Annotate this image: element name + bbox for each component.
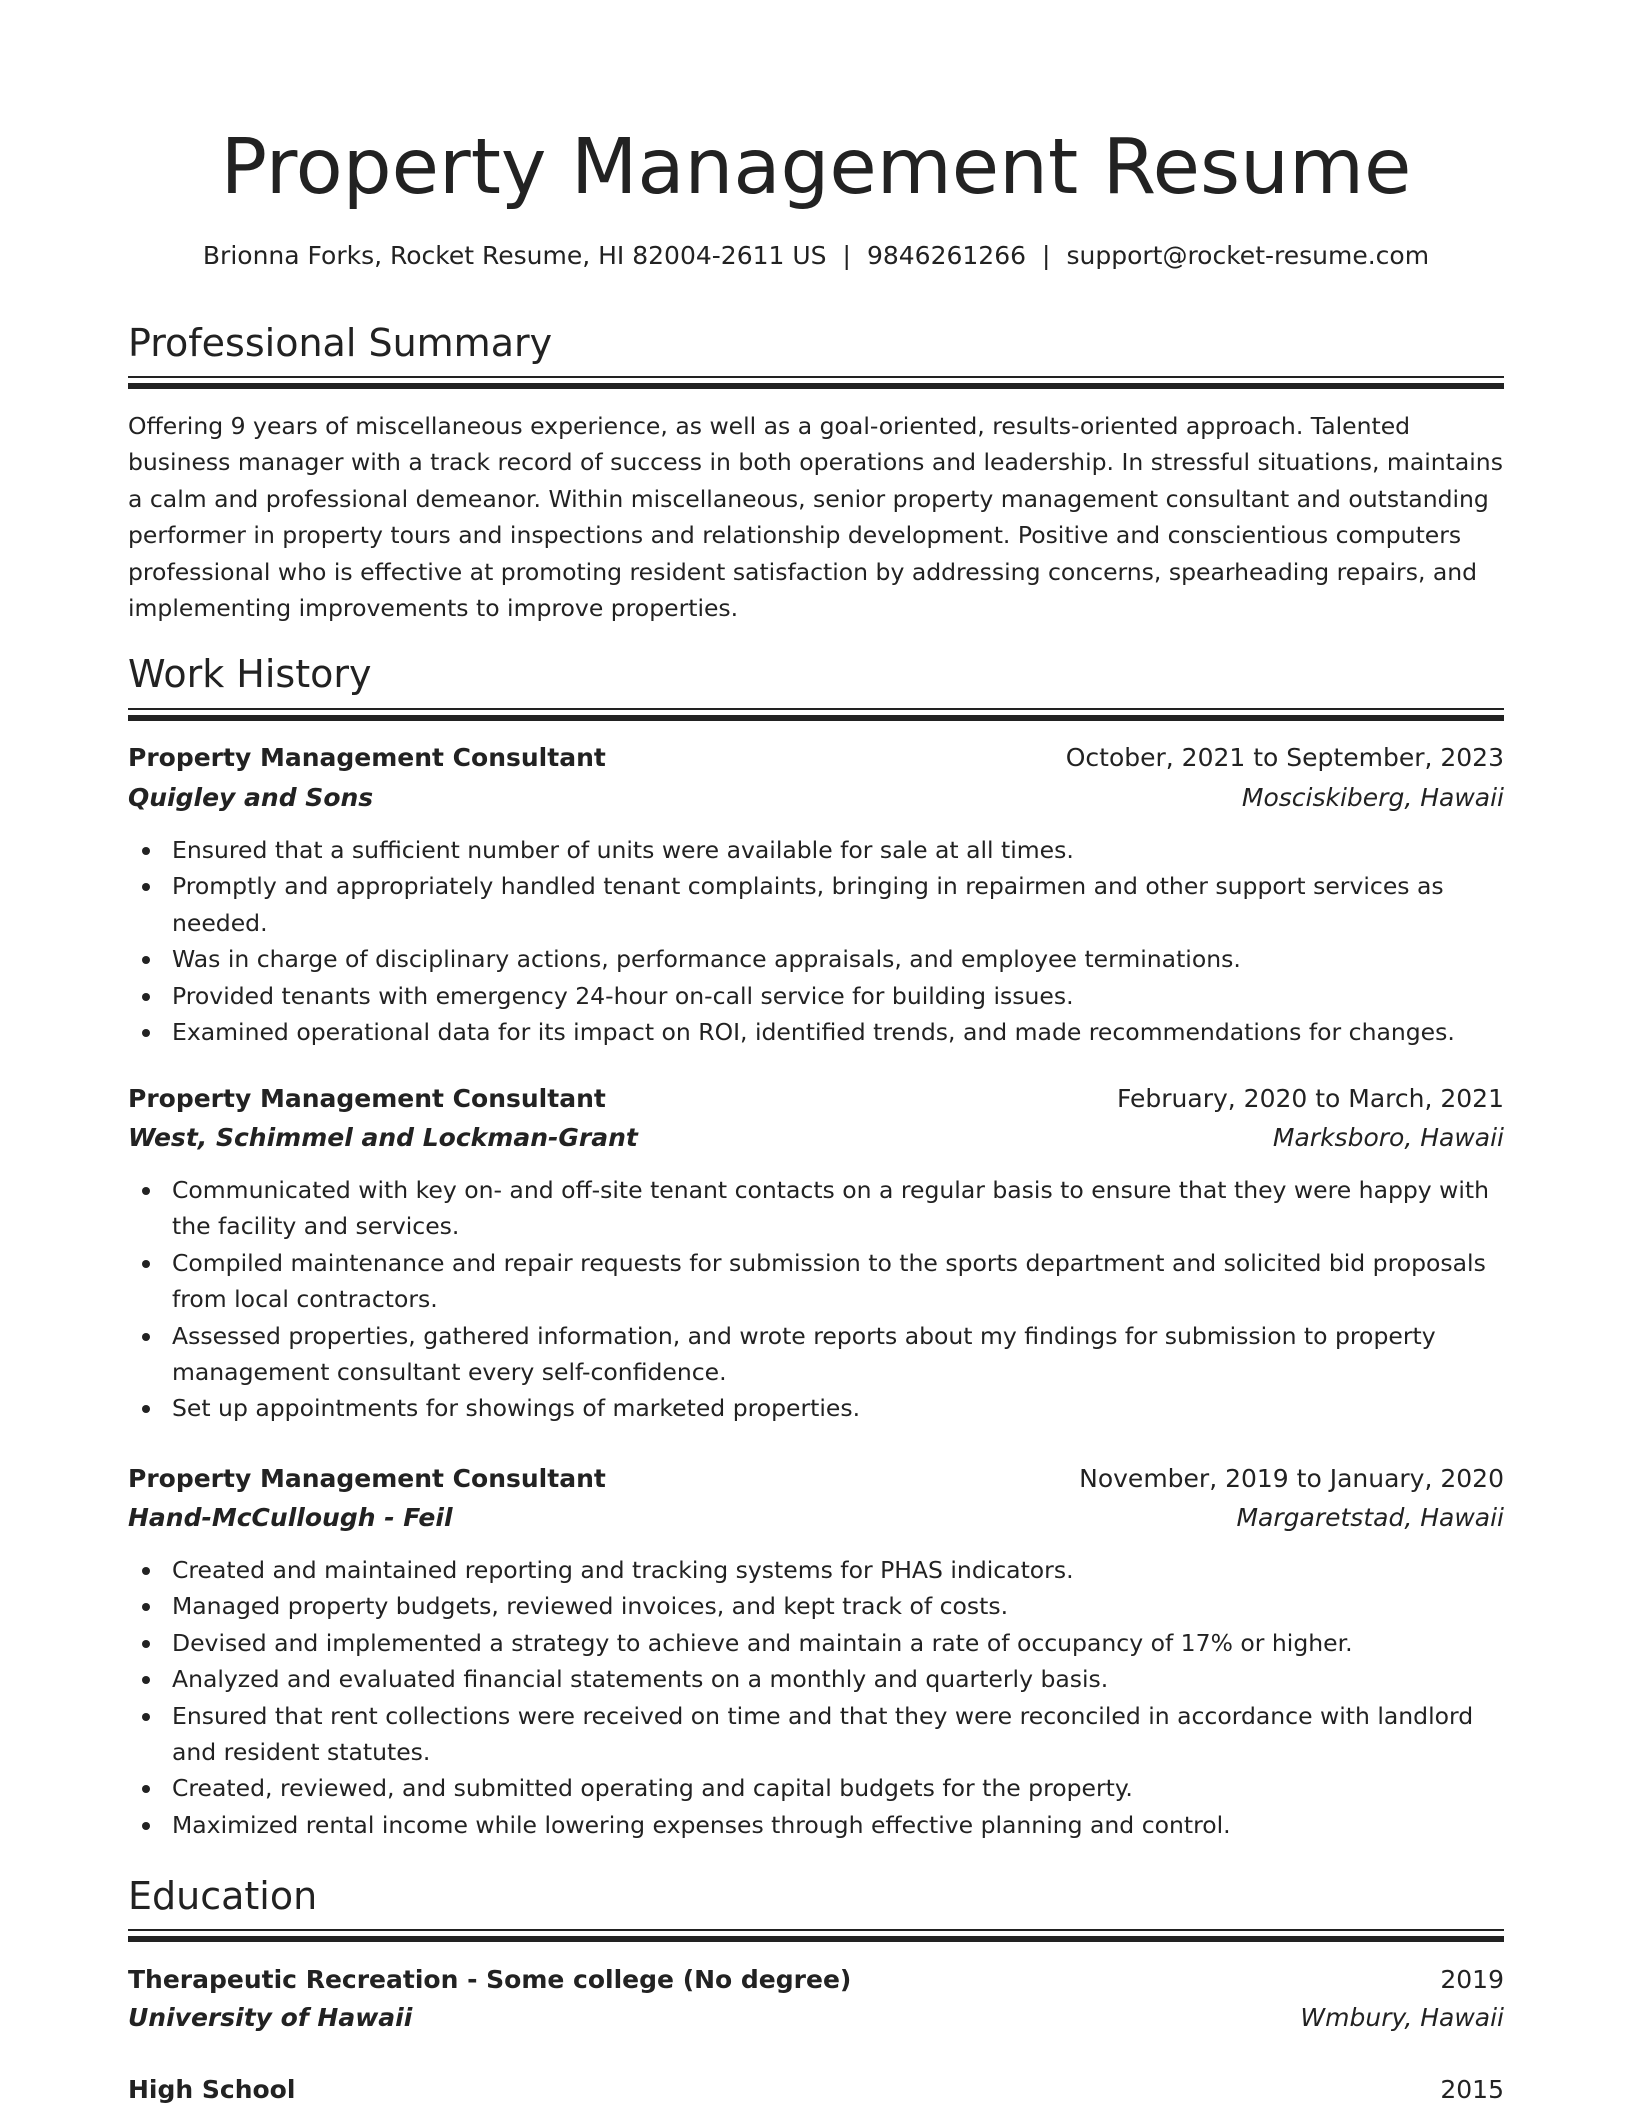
summary-heading: Professional Summary — [128, 321, 553, 365]
education-degree: High School — [128, 2075, 296, 2104]
job-company: West, Schimmel and Lockman-Grant — [128, 1123, 638, 1152]
education-degree-row — [128, 1961, 1504, 1999]
job-location: Mosciskiberg, Hawaii — [1241, 783, 1504, 812]
list-item: Set up appointments for showings of marketed properties. — [128, 1390, 1504, 1426]
job-dates: October, 2021 to September, 2023 — [1065, 743, 1504, 772]
education-year: 2019 — [1440, 1965, 1504, 1994]
resume-title: Property Management Resume — [220, 123, 1412, 212]
summary-text: Offering 9 years of miscellaneous experience, as well as a goal-oriented, results-oriented approach. Talented business manager with a track record of success in both operations and leadership. In stressful situations, maintains a calm and professional demeanor. Within miscellaneous, senior property management consultant and outstanding performer in property tours and inspections and relationship development. Positive and conscientious computers professional who is effective at promoting resident satisfaction by addressing concerns, spearheading repairs, and implementing improvements to improve properties. — [128, 412, 1503, 623]
job-title-row — [128, 1080, 1504, 1118]
job-company: Hand-McCullough - Feil — [128, 1503, 453, 1532]
list-item: Maximized rental income while lowering expenses through effective planning and control. — [128, 1807, 1504, 1843]
list-item: Managed property budgets, reviewed invoices, and kept track of costs. — [128, 1588, 1504, 1624]
contact-separator: | — [1042, 241, 1051, 270]
job-title: Property Management Consultant — [128, 1464, 606, 1493]
list-item: Promptly and appropriately handled tenant complaints, bringing in repairmen and other support services as needed. — [128, 868, 1504, 941]
list-item: Created, reviewed, and submitted operating and capital budgets for the property. — [128, 1770, 1504, 1806]
work-history-heading: Work History — [128, 652, 372, 696]
list-item: Communicated with key on- and off-site tenant contacts on a regular basis to ensure that they were happy with the facility and services. — [128, 1172, 1504, 1245]
education-year: 2015 — [1440, 2075, 1504, 2104]
contact-phone: 9846261266 — [866, 241, 1027, 270]
job-location: Marksboro, Hawaii — [1272, 1123, 1504, 1152]
job-title-row — [128, 1460, 1504, 1498]
section-divider — [128, 376, 1504, 387]
education-degree-row — [128, 2071, 1504, 2109]
education-school-row — [128, 1999, 1504, 2037]
job-company-row — [128, 1119, 1504, 1157]
section-divider — [128, 1929, 1504, 1940]
list-item: Analyzed and evaluated financial statements on a monthly and quarterly basis. — [128, 1661, 1504, 1697]
job-bullets — [128, 832, 1504, 1050]
contact-email: support@rocket-resume.com — [1066, 241, 1430, 270]
job-dates: November, 2019 to January, 2020 — [1079, 1464, 1504, 1493]
job-bullets — [128, 1172, 1504, 1427]
list-item: Ensured that rent collections were received on time and that they were reconciled in accordance with landlord and resident statutes. — [128, 1698, 1504, 1771]
job-company: Quigley and Sons — [128, 783, 374, 812]
list-item: Devised and implemented a strategy to achieve and maintain a rate of occupancy of 17% or higher. — [128, 1625, 1504, 1661]
education-heading: Education — [128, 1874, 318, 1918]
job-dates: February, 2020 to March, 2021 — [1116, 1084, 1504, 1113]
contact-line — [128, 238, 1504, 274]
list-item: Created and maintained reporting and tracking systems for PHAS indicators. — [128, 1552, 1504, 1588]
job-company-row — [128, 1499, 1504, 1537]
contact-separator: | — [842, 241, 851, 270]
contact-address: Brionna Forks, Rocket Resume, HI 82004-2611 US — [202, 241, 827, 270]
job-location: Margaretstad, Hawaii — [1236, 1503, 1504, 1532]
list-item: Provided tenants with emergency 24-hour on-call service for building issues. — [128, 978, 1504, 1014]
list-item: Was in charge of disciplinary actions, performance appraisals, and employee terminations. — [128, 941, 1504, 977]
list-item: Assessed properties, gathered information, and wrote reports about my findings for submission to property management consultant every self-confidence. — [128, 1318, 1504, 1391]
job-title: Property Management Consultant — [128, 743, 606, 772]
education-degree: Therapeutic Recreation - Some college (No degree) — [128, 1965, 852, 1994]
list-item: Examined operational data for its impact on ROI, identified trends, and made recommendations for changes. — [128, 1014, 1504, 1050]
list-item: Ensured that a sufficient number of units were available for sale at all times. — [128, 832, 1504, 868]
section-divider — [128, 708, 1504, 719]
education-school: University of Hawaii — [128, 2003, 413, 2032]
education-location: Wmbury, Hawaii — [1300, 2003, 1504, 2032]
job-title-row — [128, 739, 1504, 777]
list-item: Compiled maintenance and repair requests for submission to the sports department and solicited bid proposals from local contractors. — [128, 1245, 1504, 1318]
job-title: Property Management Consultant — [128, 1084, 606, 1113]
job-bullets — [128, 1552, 1504, 1843]
job-company-row — [128, 779, 1504, 817]
